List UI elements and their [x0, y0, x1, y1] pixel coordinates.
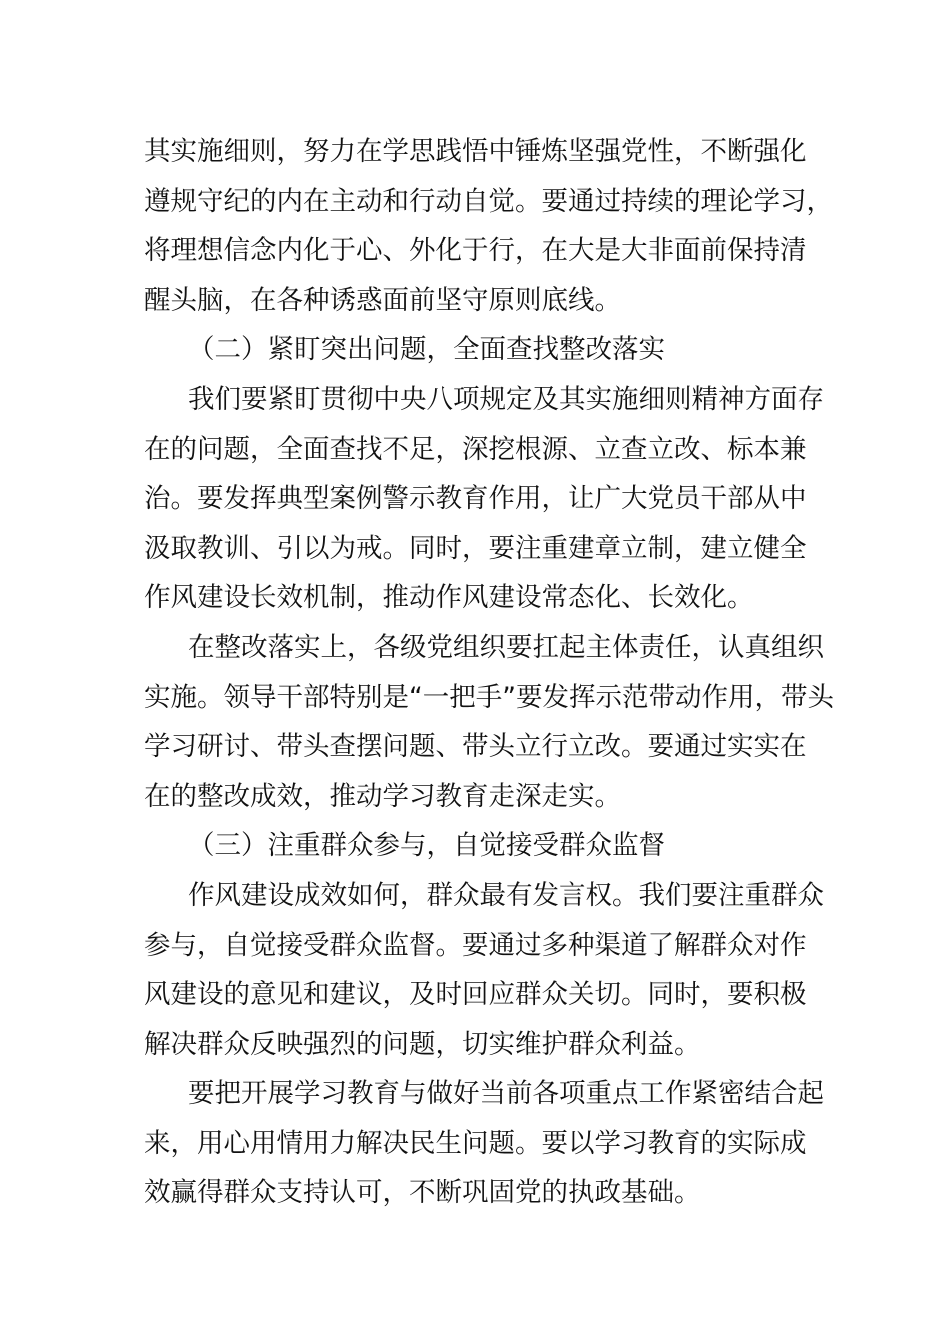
text-line: 在的整改成效，推动学习教育走深走实。: [144, 780, 621, 812]
text-line: 遵规守纪的内在主动和行动自觉。要通过持续的理论学习，: [144, 185, 833, 217]
text-line: 作风建设长效机制，推动作风建设常态化、长效化。: [144, 582, 754, 614]
text-line: 参与，自觉接受群众监督。要通过多种渠道了解群众对作: [144, 929, 807, 961]
text-line: 治。要发挥典型案例警示教育作用，让广大党员干部从中: [144, 483, 807, 515]
text-line: 汲取教训、引以为戒。同时，要注重建章立制，建立健全: [144, 532, 807, 564]
paragraph-start: 我们要紧盯贯彻中央八项规定及其实施细则精神方面存: [188, 383, 824, 415]
text-line: 在的问题，全面查找不足，深挖根源、立查立改、标本兼: [144, 433, 807, 465]
text-line: 将理想信念内化于心、外化于行，在大是大非面前保持清: [144, 235, 807, 267]
paragraph-start: 在整改落实上，各级党组织要扛起主体责任，认真组织: [188, 631, 824, 663]
section-heading-3: （三）注重群众参与，自觉接受群众监督: [188, 830, 665, 862]
text-line: 醒头脑，在各种诱惑面前坚守原则底线。: [144, 284, 621, 316]
paragraph-start: 要把开展学习教育与做好当前各项重点工作紧密结合起: [188, 1078, 824, 1110]
text-line: 来，用心用情用力解决民生问题。要以学习教育的实际成: [144, 1127, 807, 1159]
text-line: 风建设的意见和建议，及时回应群众关切。同时，要积极: [144, 979, 807, 1011]
text-line: 解决群众反映强烈的问题，切实维护群众利益。: [144, 1028, 701, 1060]
text-line: 学习研讨、带头查摆问题、带头立行立改。要通过实实在: [144, 731, 807, 763]
text-line: 实施。领导干部特别是“一把手”要发挥示范带动作用，带头: [144, 681, 834, 713]
text-line: 其实施细则，努力在学思践悟中锤炼坚强党性，不断强化: [144, 136, 807, 167]
paragraph-start: 作风建设成效如何，群众最有发言权。我们要注重群众: [188, 879, 824, 911]
document-body: [144, 127, 834, 1218]
section-heading-2: （二）紧盯突出问题，全面查找整改落实: [188, 334, 665, 366]
text-line: 效赢得群众支持认可，不断巩固党的执政基础。: [144, 1177, 701, 1209]
